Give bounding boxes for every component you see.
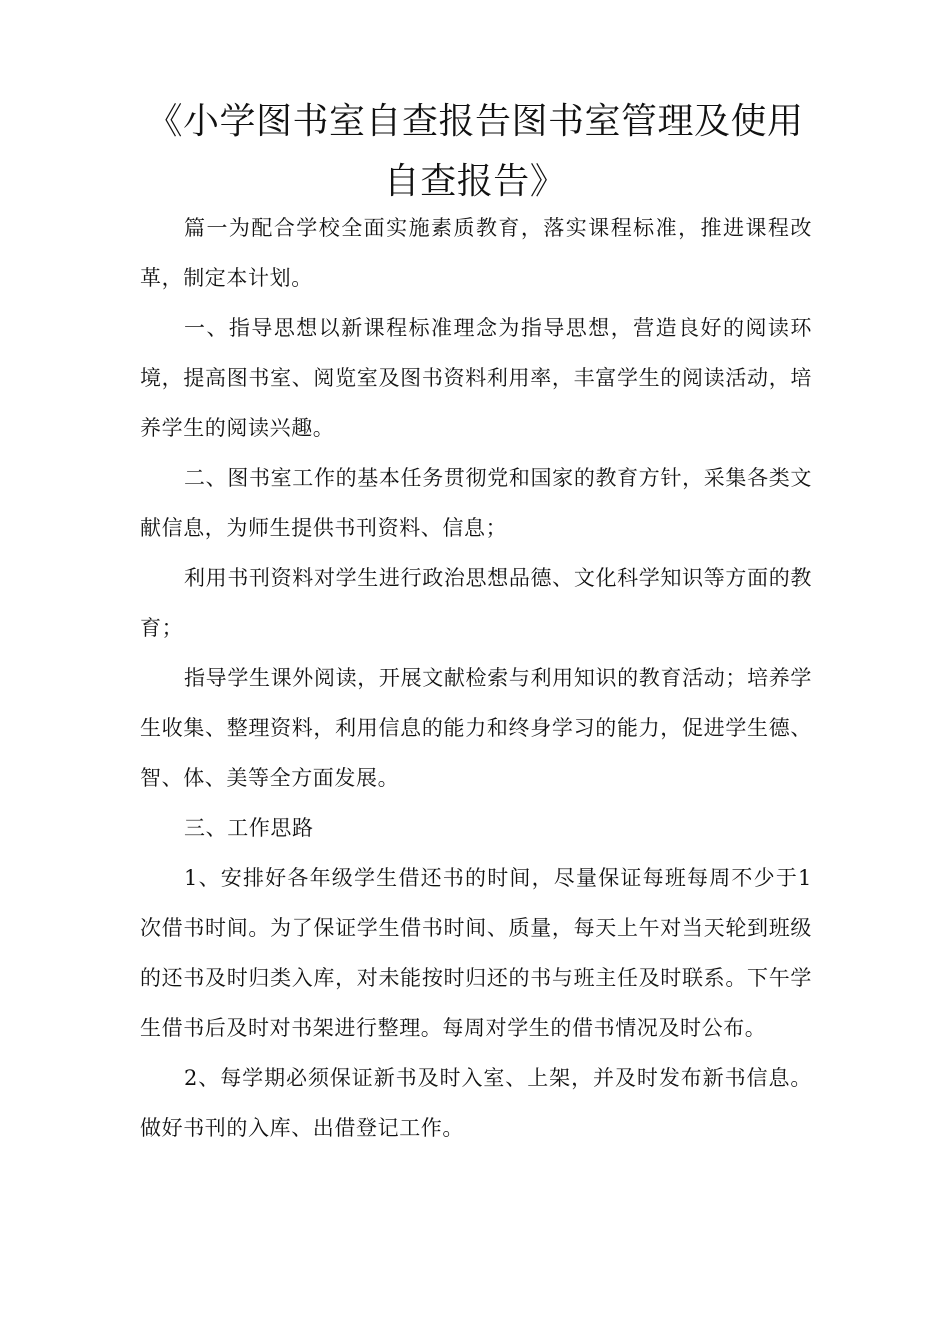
document-body: [140, 203, 812, 1153]
paragraph-basic-tasks: 二、图书室工作的基本任务贯彻党和国家的教育方针，采集各类文献信息，为师生提供书刊资料、信息；: [140, 466, 812, 540]
paragraph-intro: 篇一为配合学校全面实施素质教育，落实课程标准，推进课程改革，制定本计划。: [140, 216, 812, 290]
paragraph-item-1: 1、安排好各年级学生借还书的时间，尽量保证每班每周不少于1次借书时间。为了保证学生借书时间、质量，每天上午对当天轮到班级的还书及时归类入库，对未能按时归还的书与班主任及时联系。下午学生借书后及时对书架进行整理。每周对学生的借书情况及时公布。: [140, 866, 812, 1040]
document-title: 《小学图书室自查报告图书室管理及使用自查报告》: [146, 101, 804, 202]
paragraph-item-2: 2、每学期必须保证新书及时入室、上架，并及时发布新书信息。做好书刊的入库、出借登记工作。: [140, 1066, 812, 1140]
paragraph-education-use: 利用书刊资料对学生进行政治思想品德、文化科学知识等方面的教育；: [140, 566, 812, 640]
paragraph-reading-guidance: 指导学生课外阅读，开展文献检索与利用知识的教育活动；培养学生收集、整理资料，利用信息的能力和终身学习的能力，促进学生德、智、体、美等全方面发展。: [140, 666, 812, 790]
paragraph-section-heading: 三、工作思路: [184, 816, 314, 840]
paragraph-guiding-ideology: 一、指导思想以新课程标准理念为指导思想，营造良好的阅读环境，提高图书室、阅览室及图书资料利用率，丰富学生的阅读活动，培养学生的阅读兴趣。: [140, 316, 812, 440]
